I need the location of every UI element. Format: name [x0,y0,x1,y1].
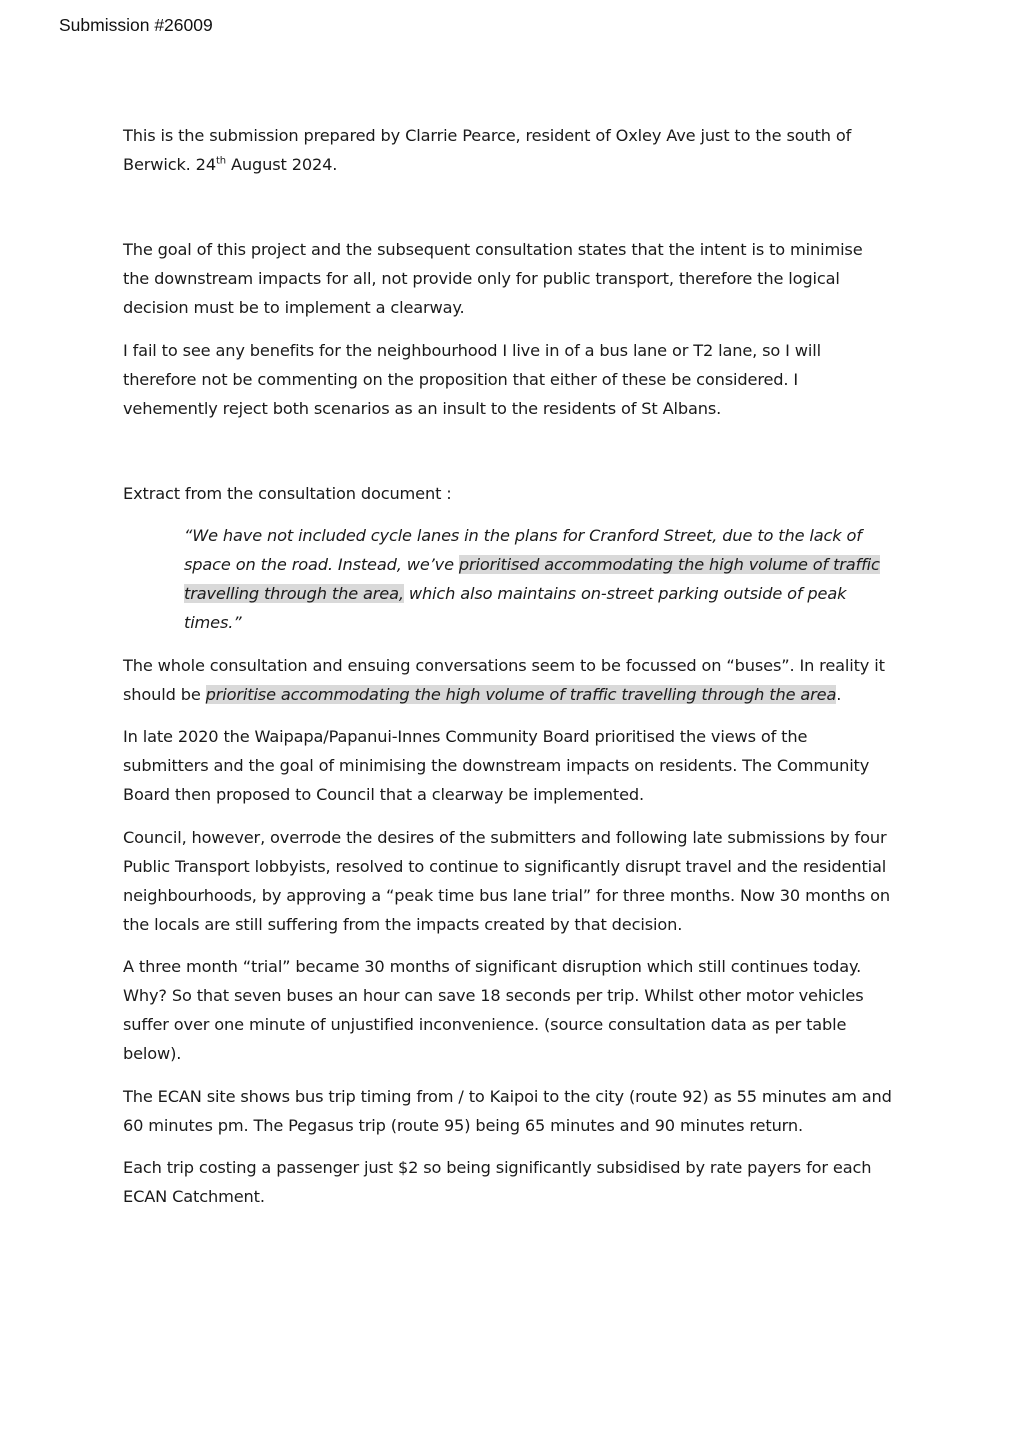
submission-header: Submission #26009 [59,15,213,35]
cost-paragraph: Each trip costing a passenger just $2 so being significantly subsidised by rate payers for each ECAN Catchment. [123,1158,872,1206]
quote-text-end: which also maintains on-street parking outside of peak times.” [184,584,847,632]
date-ordinal: th [215,155,226,167]
quote-highlight: prioritised accommodating the high volume of traffic travelling through the area, [184,555,880,603]
goal-paragraph: The goal of this project and the subsequent consultation states that the intent is to minimise the downstream impacts for all, not provide only for public transport, therefore the logical decision must be to implement a clearway. [123,240,863,317]
document-body [123,121,893,1225]
intro-paragraph [123,121,893,179]
council-paragraph: Council, however, overrode the desires of the submitters and following late submissions by four Public Transport lobbyists, resolved to continue to significantly disrupt travel and the residential neighbourhoods, by approving a “peak time bus lane trial” for three months. Now 30 months on the locals are still suffering from the impacts created by that decision. [123,827,891,934]
intro-text: This is the submission prepared by Clarrie Pearce, resident of Oxley Ave just to the south of Berwick. 24 [123,126,852,174]
intro-date: August 2024. [225,155,338,174]
late-2020-paragraph: In late 2020 the Waipapa/Papanui-Innes Community Board prioritised the views of the submitters and the goal of minimising the downstream impacts on residents. The Community Board then proposed to Council that a clearway be implemented. [123,727,870,804]
ecan-paragraph: The ECAN site shows bus trip timing from / to Kaipoi to the city (route 92) as 55 minutes am and 60 minutes pm. The Pegasus trip (route 95) being 65 minutes and 90 minutes return. [123,1086,892,1135]
trial-paragraph: A three month “trial” became 30 months of significant disruption which still continues today. Why? So that seven buses an hour can save 18 seconds per trip. Whilst other motor vehicles suffer over one minute of unjustified inconvenience. (source consultation data as per table below). [123,957,864,1063]
whole-text-start: The whole consultation and ensuing conversations seem to be focussed on “buses”. In reality it should be [123,655,885,704]
extract-label: Extract from the consultation document : [123,483,452,503]
quote-text-start: “We have not included cycle lanes in the plans for Cranford Street, due to the lack of space on the road. Instead, we’ve [184,526,862,574]
whole-consultation-paragraph [123,651,893,709]
whole-text-end: . [836,684,842,704]
whole-highlight: prioritise accommodating the high volume of traffic travelling through the area [205,684,837,704]
consultation-quote [184,521,893,637]
fail-paragraph: I fail to see any benefits for the neighbourhood I live in of a bus lane or T2 lane, so I will therefore not be commenting on the proposition that either of these be considered. I vehemently reject both scenarios as an insult to the residents of St Albans. [123,340,821,418]
